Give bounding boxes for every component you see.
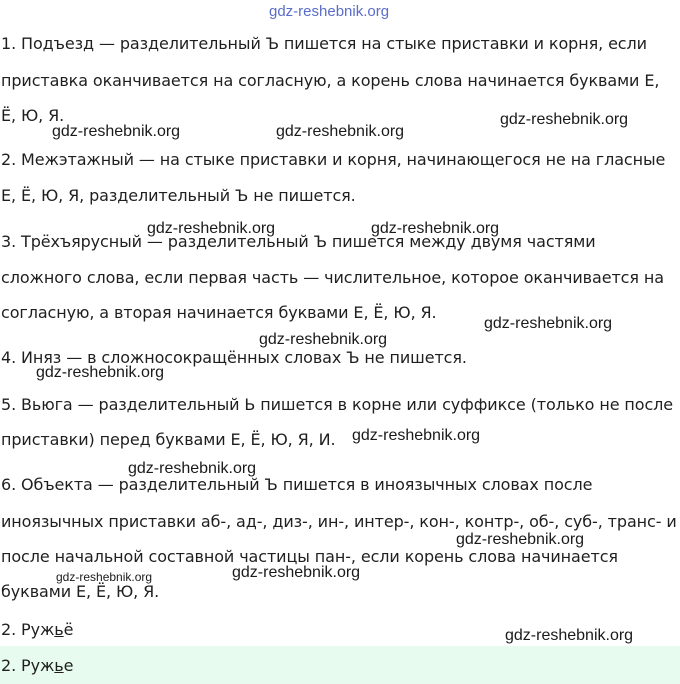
watermark: gdz-reshebnik.org [276,123,405,140]
text-line: сложного слова, если первая часть — числительное, которое оканчивается на [1,268,664,287]
answer-highlight-band [0,646,680,684]
text-line: буквами Е, Ё, Ю, Я. [1,582,160,601]
answer-highlighted-line [1,656,73,676]
watermark: gdz-reshebnik.org [147,220,276,237]
watermark: gdz-reshebnik.org [505,627,634,644]
text-line: приставка оканчивается на согласную, а корень слова начинается буквами Е, [1,71,660,90]
watermark: gdz-reshebnik.org [371,220,500,237]
answer-highlighted-underlined-letter: ь [54,656,64,675]
answer-prefix: 2. Руж [1,620,55,639]
text-line: 5. Вьюга — разделительный Ь пишется в корне или суффиксе (только не после [1,395,674,414]
text-line: после начальной составной частицы пан-, если корень слова начинается [1,547,618,566]
text-line: приставки) перед буквами Е, Ё, Ю, Я, И. [1,430,336,449]
watermark: gdz-reshebnik.org [456,531,585,548]
watermark: gdz-reshebnik.org [232,564,361,581]
text-line: 3. Трёхъярусный — разделительный Ъ пишется между двумя частями [1,232,596,251]
watermark: gdz-reshebnik.org [259,331,388,348]
text-line: 1. Подъезд — разделительный Ъ пишется на стыке приставки и корня, если [1,34,647,53]
watermark: gdz-reshebnik.org [52,123,181,140]
text-line: Ё, Ю, Я. [1,106,65,125]
watermark: gdz-reshebnik.org [56,570,153,584]
answer-highlighted-suffix: е [63,656,74,675]
answer-line [1,620,73,640]
answer-underlined-letter: ь [54,620,64,639]
answer-highlighted-prefix: 2. Руж [1,656,55,675]
header-watermark: gdz-reshebnik.org [269,3,390,20]
text-line: 6. Объекта — разделительный Ъ пишется в иноязычных словах после [1,475,593,494]
watermark: gdz-reshebnik.org [36,364,165,381]
watermark: gdz-reshebnik.org [500,111,629,128]
text-line: иноязычных приставки аб-, ад-, диз-, ин-, интер-, кон-, контр-, об-, суб-, транс- и [1,512,677,531]
text-line: 4. Иняз — в сложносокращённых словах Ъ не пишется. [1,348,467,367]
text-line: Е, Ё, Ю, Я, разделительный Ъ не пишется. [1,186,356,205]
text-line: согласную, а вторая начинается буквами Е, Ё, Ю, Я. [1,303,437,322]
watermark: gdz-reshebnik.org [484,315,613,332]
text-line: 2. Межэтажный — на стыке приставки и корня, начинающегося не на гласные [1,150,666,169]
answer-suffix: ё [63,620,74,639]
watermark: gdz-reshebnik.org [128,460,257,477]
watermark: gdz-reshebnik.org [352,427,481,444]
